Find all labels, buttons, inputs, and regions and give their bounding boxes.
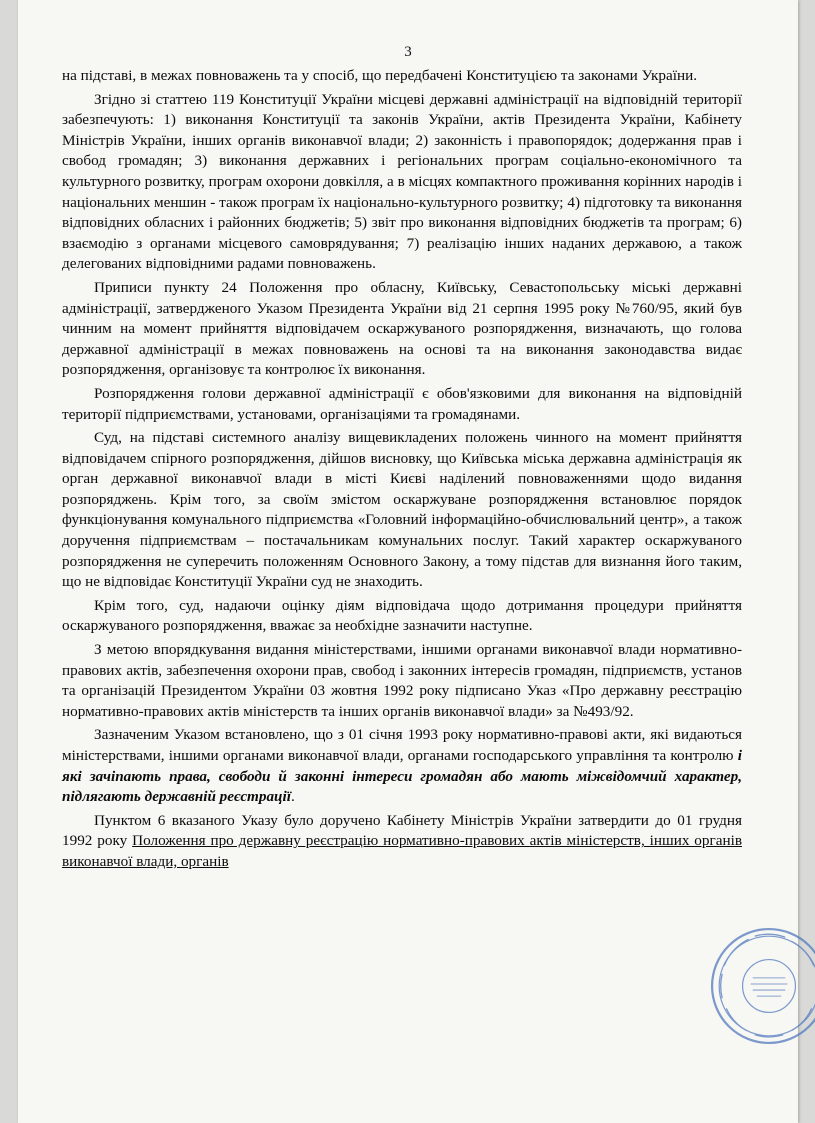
paragraph-8-emphasis: і які зачіпають права, свободи й законні інтереси громадян або мають міжвідомчий характер, підлягають державній реєстрації — [62, 747, 742, 806]
document-body — [62, 66, 742, 876]
paragraph-9-text: Пунктом 6 вказаного Указу було доручено Кабінету Міністрів України затвердити до 01 грудня 1992 року — [62, 811, 742, 850]
paragraph-7: З метою впорядкування видання міністерствами, іншими органами виконавчої влади нормативно-правових актів, забезпечення охорони прав, свобод і законних інтересів громадян, підприємств, установ та організацій Президентом України 03 жовтня 1992 року підписано Указ «Про державну реєстрацію нормативно-правових актів міністерств та інших органів виконавчої влади» за №493/92. — [62, 641, 742, 720]
paragraph-6: Крім того, суд, надаючи оцінку діям відповідача щодо дотримання процедури прийняття оскаржуваного розпорядження, вважає за необхідне зазначити наступне. — [62, 596, 742, 635]
paragraph-9-underlined: Положення про державну реєстрацію нормативно-правових актів міністерств, інших органів виконавчої влади, органів — [62, 832, 742, 870]
paragraph-3: Приписи пункту 24 Положення про обласну, Київську, Севастопольську міські державні адміністрації, затвердженого Указом Президента України від 21 серпня 1995 року №760/95, який був чинним на момент прийняття відповідачем оскаржуваного розпорядження, визначають, що голова державної адміністрації в межах повноважень на основі та на виконання законодавства видає розпорядження, організовує та контролює їх виконання. — [62, 278, 742, 379]
page-number: 3 — [404, 44, 412, 60]
paragraph-2: Згідно зі статтею 119 Конституції України місцеві державні адміністрації на відповідній території забезпечують: 1) виконання Конституції та законів України, актів Президента України, Кабінету Міністрів України, інших органів виконавчої влади; 2) законність і правопорядок; додержання прав і свобод громадян; 3) виконання державних і регіональних програм соціально-економічного та культурного розвитку, програм охорони довкілля, а в місцях компактного проживання корінних народів і національних меншин - також програм їх національно-культурного розвитку; 4) підготовку та виконання відповідних обласних і районних бюджетів; 5) звіт про виконання відповідних бюджетів та програм; 6) взаємодію з органами місцевого самоврядування; 7) реалізацію інших наданих державою, а також делегованих відповідними радами повноважень. — [62, 90, 742, 273]
document-page — [18, 0, 798, 1123]
paragraph-8-end: . — [290, 788, 295, 806]
seal-stamp-icon — [708, 925, 815, 1047]
paragraph-1: на підставі, в межах повноважень та у спосіб, що передбачені Конституцією та законами України. — [62, 67, 698, 84]
paragraph-8 — [62, 725, 742, 807]
paragraph-5: Суд, на підставі системного аналізу вищевикладених положень чинного на момент прийняття відповідачем спірного розпорядження, дійшов висновку, що Київська міська державна адміністрація як орган державної виконавчої влади в місті Києві наділений повноваженнями щодо видання розпоряджень. Крім того, за своїм змістом оскаржуване розпорядження встановлює порядок функціонування комунального підприємства «Головний інформаційно-обчислювальний центр», а також доручення підприємствам – постачальникам комунальних послуг. Такий характер оскаржуваного розпорядження не суперечить положенням Основного Закону, а тому підстав для визнання його таким, що не відповідає Конституції України суд не знаходить. — [62, 429, 742, 591]
paragraph-4: Розпорядження голови державної адміністрації є обов'язковими для виконання на відповідній території підприємствами, установами, організаціями та громадянами. — [62, 384, 742, 423]
paragraph-9 — [62, 811, 742, 873]
paragraph-8-text: Зазначеним Указом встановлено, що з 01 січня 1993 року нормативно-правові акти, які видаються міністерствами, іншими органами виконавчої влади, органами господарського управління та контролю — [62, 726, 742, 764]
